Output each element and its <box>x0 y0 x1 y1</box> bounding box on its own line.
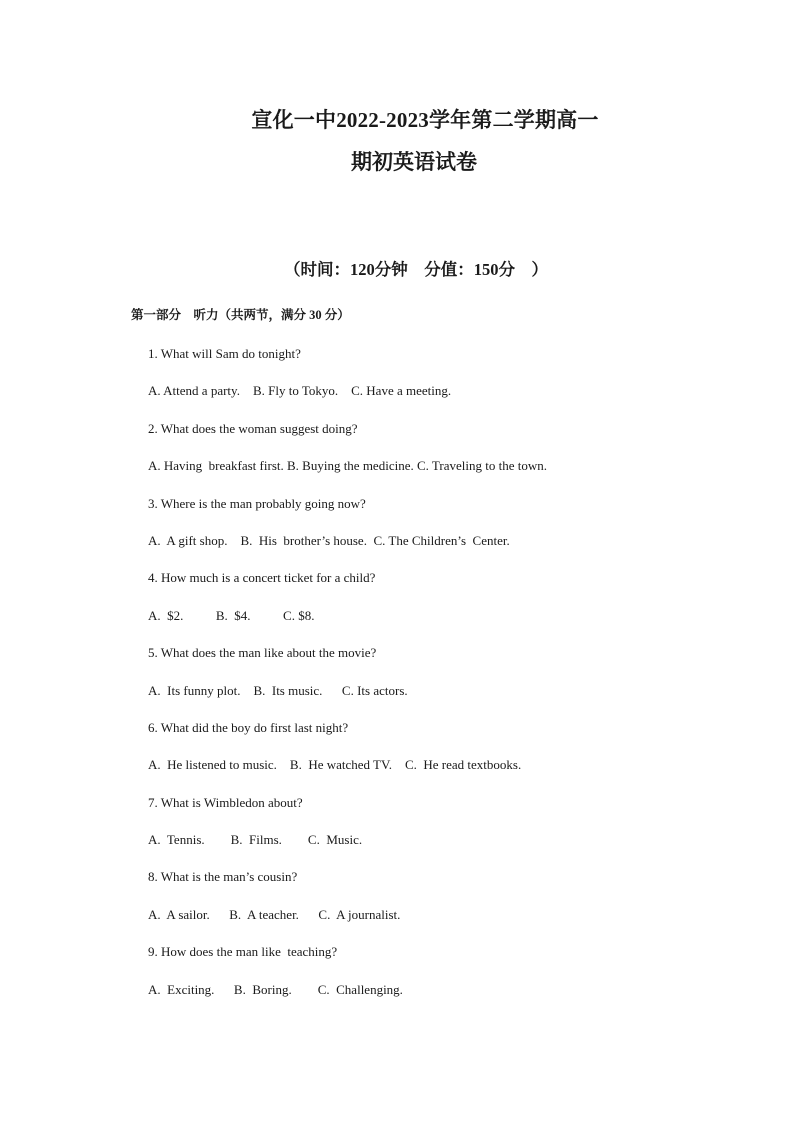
question-9: 9. How does the man like teaching? <box>148 944 338 960</box>
question-4-options: A. $2. B. $4. C. $8. <box>148 607 315 623</box>
exam-time-score: （时间：120分钟 分值：150分 ） <box>284 260 548 279</box>
question-list <box>148 342 547 1015</box>
section-heading: 第一部分 听力（共两节，满分 30 分） <box>131 308 350 322</box>
question-6: 6. What did the boy do first last night? <box>148 719 349 735</box>
question-2: 2. What does the woman suggest doing? <box>148 420 358 436</box>
question-5: 5. What does the man like about the movie? <box>148 645 377 661</box>
question-9-options: A. Exciting. B. Boring. C. Challenging. <box>148 981 403 997</box>
question-3: 3. Where is the man probably going now? <box>148 495 366 511</box>
question-8: 8. What is the man’s cousin? <box>148 869 298 885</box>
question-6-options: A. He listened to music. B. He watched TV. C. He read textbooks. <box>148 757 522 773</box>
exam-title: 宣化一中2022-2023学年第二学期高一 <box>251 108 599 132</box>
question-3-options: A. A gift shop. B. His brother’s house. C. The Children’s Center. <box>148 532 510 548</box>
question-7: 7. What is Wimbledon about? <box>148 794 303 810</box>
question-7-options: A. Tennis. B. Films. C. Music. <box>148 832 363 848</box>
question-2-options: A. Having breakfast first. B. Buying the medicine. C. Traveling to the town. <box>148 458 547 474</box>
question-1-options: A. Attend a party. B. Fly to Tokyo. C. Have a meeting. <box>148 383 452 399</box>
question-1: 1. What will Sam do tonight? <box>148 346 301 361</box>
exam-subtitle: 期初英语试卷 <box>351 150 477 174</box>
question-8-options: A. A sailor. B. A teacher. C. A journalist. <box>148 906 401 922</box>
question-4: 4. How much is a concert ticket for a child? <box>148 570 376 586</box>
question-5-options: A. Its funny plot. B. Its music. C. Its actors. <box>148 682 408 698</box>
